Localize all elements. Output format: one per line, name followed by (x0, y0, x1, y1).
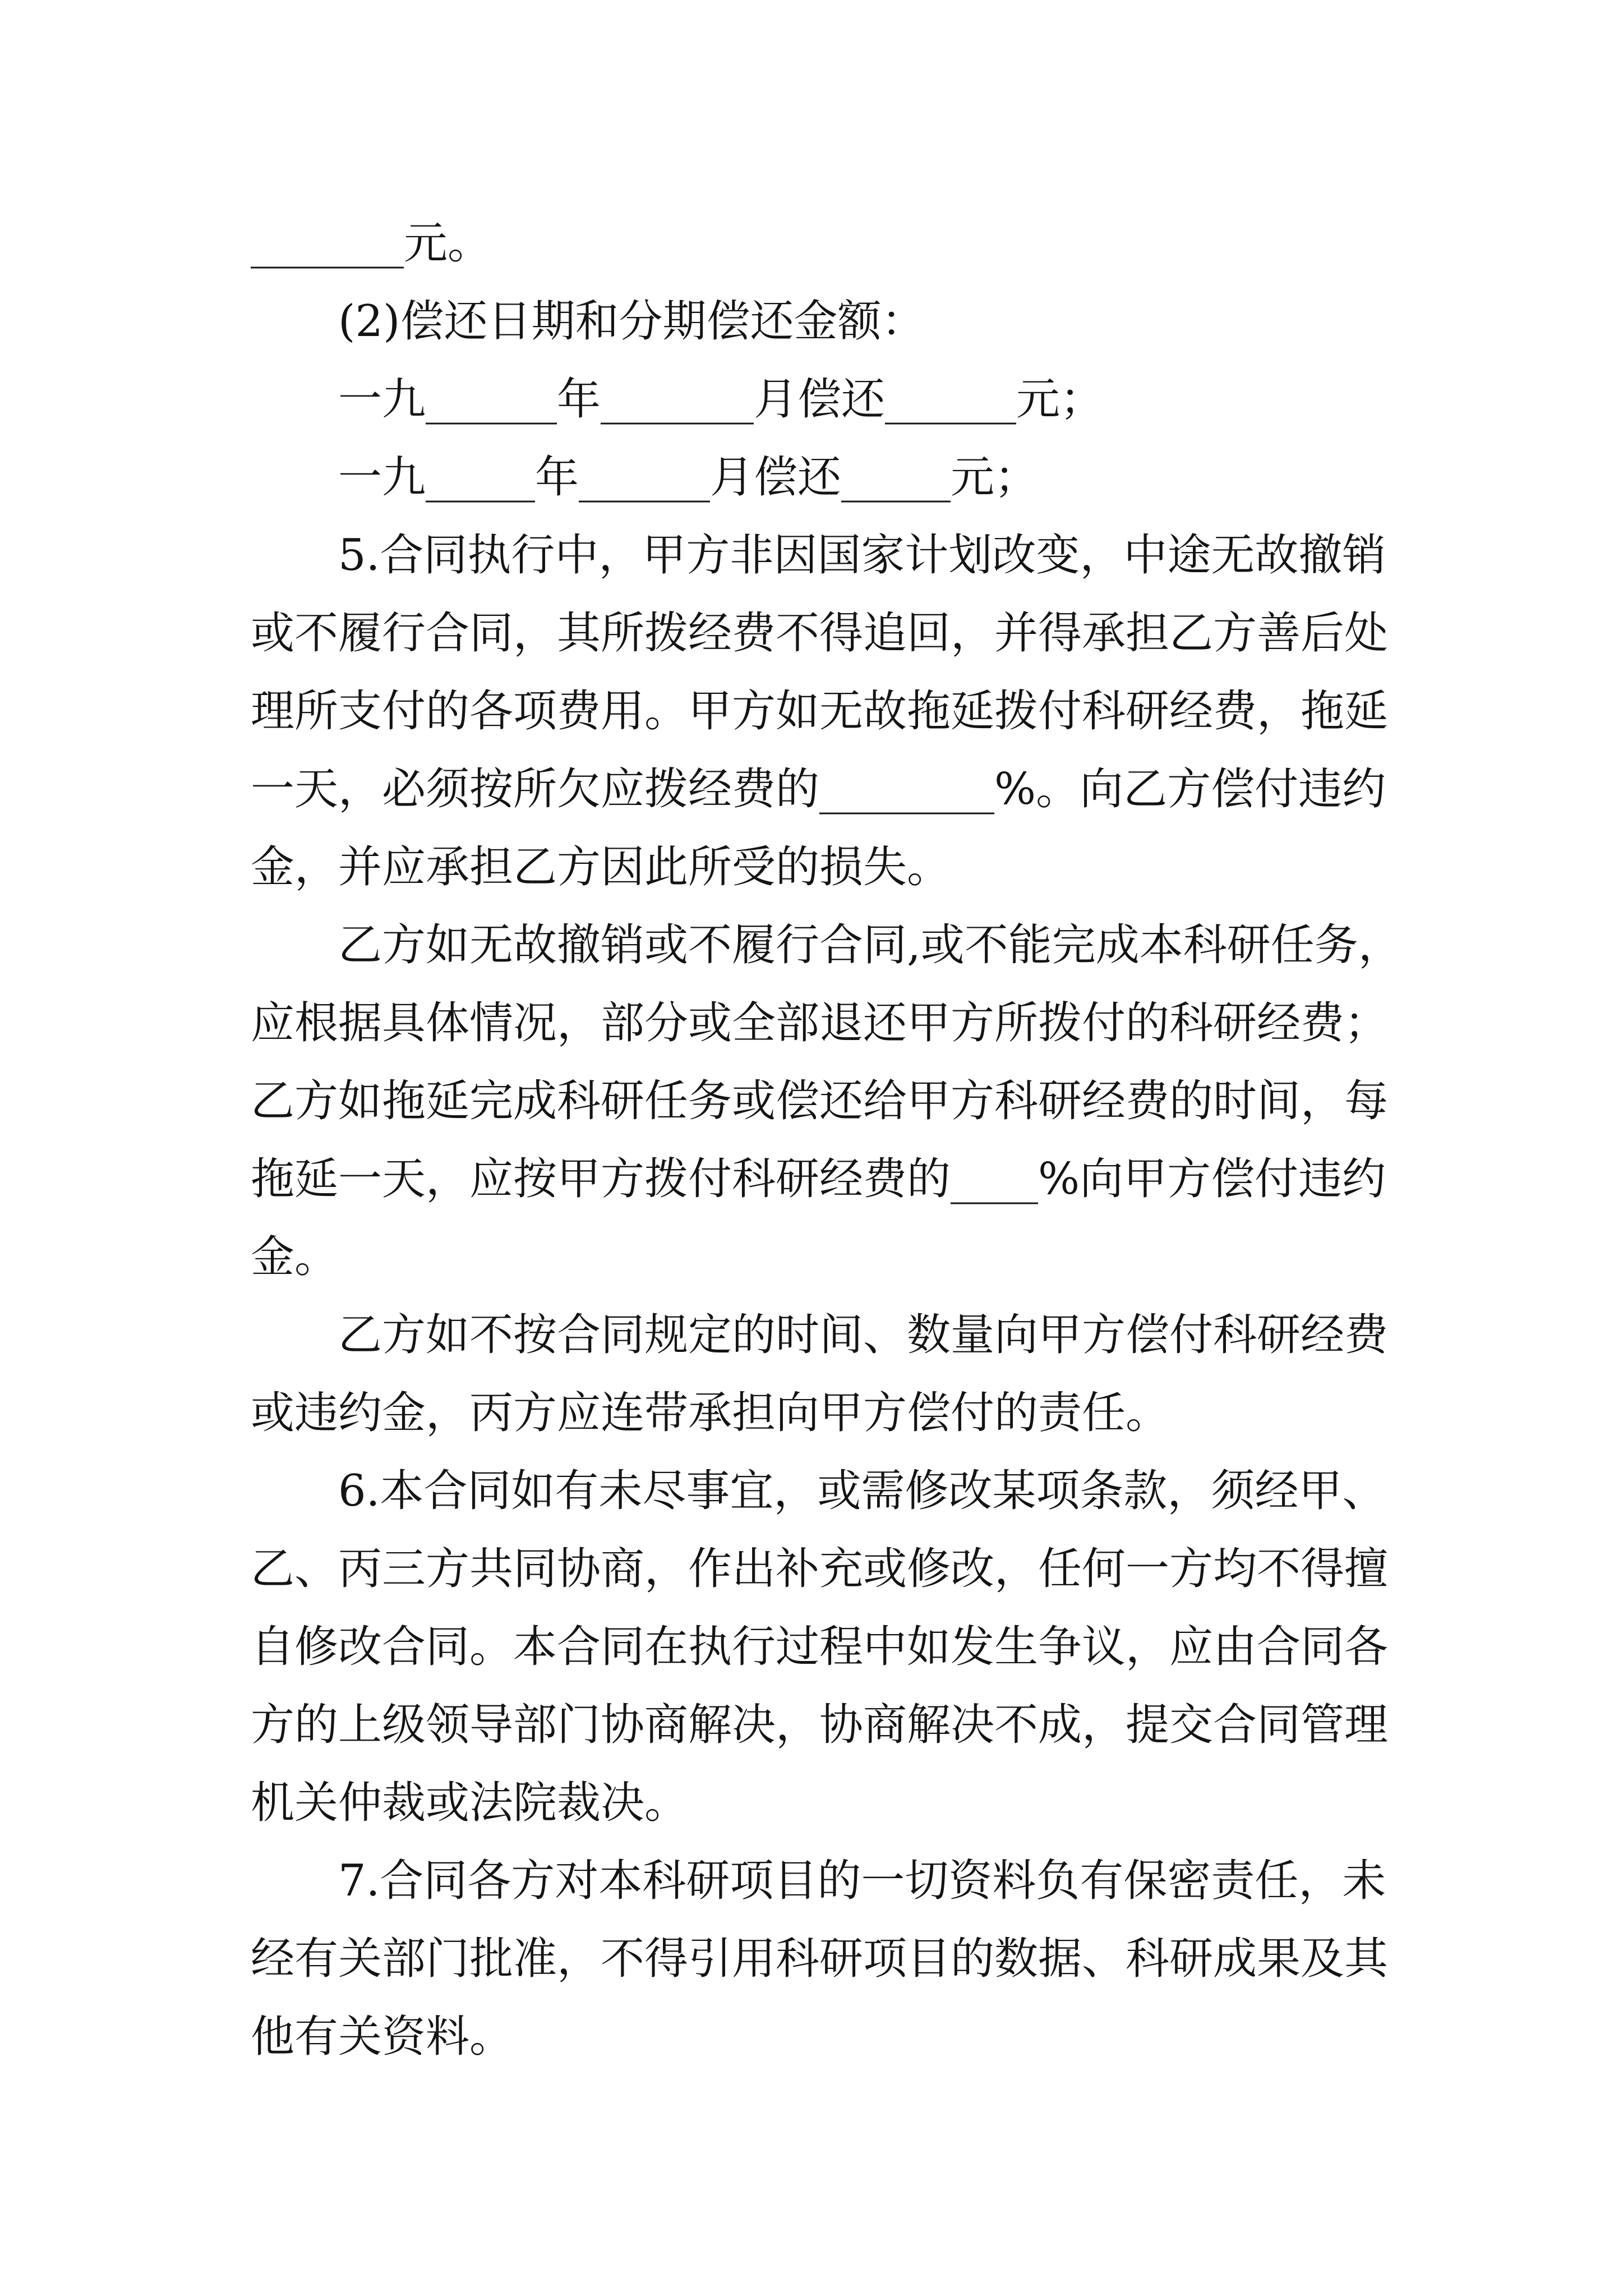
text-line: (2)偿还日期和分期偿还金额： (338, 296, 925, 347)
paragraph-clause-5 (251, 517, 1428, 907)
text-line: 拖延一天，应按甲方拨付科研经费的____%向甲方偿付违约 (251, 1154, 1386, 1204)
text-line: 金，并应承担乙方因此所受的损失。 (251, 842, 951, 892)
text-line: 6.本合同如有未尽事宜，或需修改某项条款，须经甲、 (338, 1466, 1386, 1516)
text-line: 方的上级领导部门协商解决，协商解决不成，提交合同管理 (251, 1700, 1389, 1750)
text-line: 金。 (251, 1232, 339, 1282)
paragraph-clause-7 (251, 1842, 1428, 2076)
text-line: 理所支付的各项费用。甲方如无故拖延拨付科研经费，拖延 (251, 686, 1389, 737)
text-line: 5.合同执行中，甲方非因国家计划改变，中途无故撤销 (338, 530, 1386, 581)
text-line: 应根据具体情况，部分或全部退还甲方所拨付的科研经费； (251, 998, 1389, 1048)
text-line: 7.合同各方对本科研项目的一切资料负有保密责任，未 (338, 1856, 1386, 1906)
text-line: 机关仲裁或法院裁决。 (251, 1778, 689, 1828)
text-line: 乙方如无故撤销或不履行合同,或不能完成本科研任务， (338, 920, 1402, 970)
text-line: 一九_____年______月偿还_____元； (338, 452, 1039, 503)
text-line: 一九______年_______月偿还______元； (338, 374, 1104, 425)
paragraph-repayment-schedule-heading (251, 283, 1428, 361)
paragraph-installment-2 (251, 439, 1428, 517)
paragraph-installment-1 (251, 361, 1428, 439)
text-line: 他有关资料。 (251, 2012, 514, 2062)
text-line: 或不履行合同，其所拨经费不得追回，并得承担乙方善后处 (251, 608, 1389, 659)
text-line: 自修改合同。本合同在执行过程中如发生争议，应由合同各 (251, 1622, 1389, 1672)
paragraph-amount-continuation (251, 205, 1428, 283)
text-line: 乙方如拖延完成科研任务或偿还给甲方科研经费的时间，每 (251, 1076, 1389, 1126)
text-line: 乙、丙三方共同协商，作出补充或修改，任何一方均不得擅 (251, 1544, 1389, 1594)
text-line: _______元。 (251, 218, 492, 269)
document-body (251, 205, 1428, 2076)
text-line: 一天，必须按所欠应拨经费的________%。向乙方偿付违约 (251, 764, 1386, 815)
text-line: 经有关部门批准，不得引用科研项目的数据、科研成果及其 (251, 1934, 1389, 1984)
text-line: 乙方如不按合同规定的时间、数量向甲方偿付科研经费 (338, 1310, 1389, 1360)
paragraph-party-b-breach (251, 907, 1428, 1296)
paragraph-clause-6 (251, 1452, 1428, 1842)
paragraph-party-c-liability (251, 1296, 1428, 1452)
text-line: 或违约金，丙方应连带承担向甲方偿付的责任。 (251, 1388, 1170, 1438)
